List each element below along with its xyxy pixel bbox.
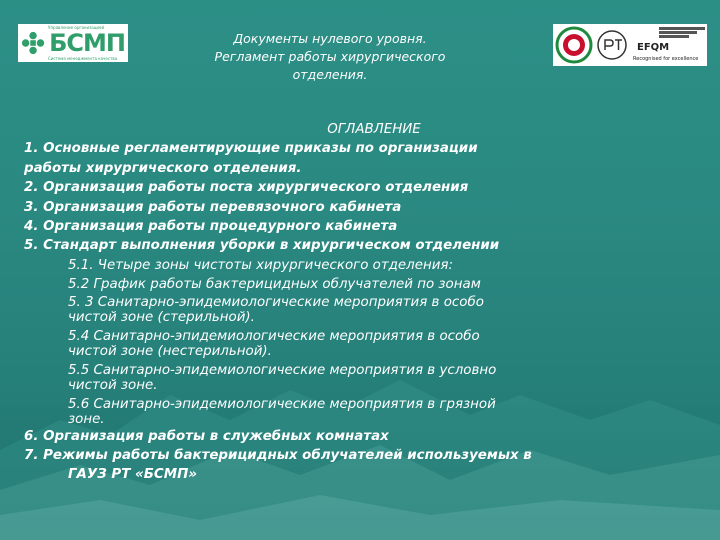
toc-subitem: 5.2 График работы бактерицидных облучателей по зонам: [68, 277, 481, 293]
document-title: [170, 30, 490, 84]
title-line-3: отделения.: [292, 67, 368, 82]
toc-subitem: [24, 363, 684, 393]
toc-item: 1. Основные регламентирующие приказы по организации: [24, 141, 478, 157]
logo-wordmark: БСМП: [49, 29, 125, 57]
toc-item: 2. Организация работы поста хирургического отделения: [24, 180, 469, 196]
toc-item: 5. Стандарт выполнения уборки в хирургическом отделении: [24, 238, 500, 254]
toc-subitem: 5.1. Четыре зоны чистоты хирургического отделения:: [68, 257, 453, 273]
efqm-wordmark: EFQM: [637, 42, 670, 53]
toc-subitem: [24, 295, 684, 325]
logo-tagline-top: Управление организацией: [48, 25, 105, 30]
toc-subitem-line: чистой зоне.: [68, 377, 158, 393]
toc-subitem: [24, 329, 684, 359]
toc-subitem-line: 5.6 Санитарно-эпидемиологические мероприятия в грязной: [68, 396, 496, 412]
toc-subitem-line: 5.4 Санитарно-эпидемиологические мероприятия в особо: [68, 328, 480, 344]
toc-subitem-line: чистой зоне (нестерильной).: [68, 343, 272, 359]
certification-logos: [553, 24, 707, 66]
toc-subitem: [24, 397, 684, 427]
toc-item-continuation: ГАУЗ РТ «БСМП»: [68, 467, 197, 483]
efqm-subtitle: Recognised for excellence: [633, 56, 699, 62]
logo-tagline-bottom: Система менеджмента качества: [48, 56, 118, 61]
title-line-2: Регламент работы хирургического: [214, 49, 446, 64]
bsmp-emblem-icon: [21, 30, 45, 56]
title-line-1: Документы нулевого уровня.: [233, 31, 427, 46]
toc-subitem-line: 5.5 Санитарно-эпидемиологические мероприятия в условно: [68, 362, 497, 378]
toc-subitem-line: 5. 3 Санитарно-эпидемиологические мероприятия в особо: [68, 294, 484, 310]
toc-subitem-line: зоне.: [68, 411, 105, 427]
rst-certification-icon: [595, 28, 629, 62]
toc-item: 7. Режимы работы бактерицидных облучателей используемых в: [24, 448, 532, 464]
toc-item: 6. Организация работы в служебных комнатах: [24, 428, 389, 444]
toc-item: 3. Организация работы перевязочного кабинета: [24, 199, 402, 215]
quality-seal-icon: [555, 26, 593, 64]
efqm-bars-icon: [659, 27, 705, 39]
efqm-logo: [633, 26, 705, 64]
toc-subitem-line: чистой зоне (стерильной).: [68, 309, 255, 325]
toc-heading: ОГЛАВЛЕНИЕ: [327, 122, 421, 137]
toc-item: 4. Организация работы процедурного кабинета: [24, 219, 398, 235]
bsmp-logo: [18, 24, 128, 62]
toc-item: работы хирургического отделения.: [24, 160, 302, 176]
table-of-contents: [24, 120, 684, 485]
